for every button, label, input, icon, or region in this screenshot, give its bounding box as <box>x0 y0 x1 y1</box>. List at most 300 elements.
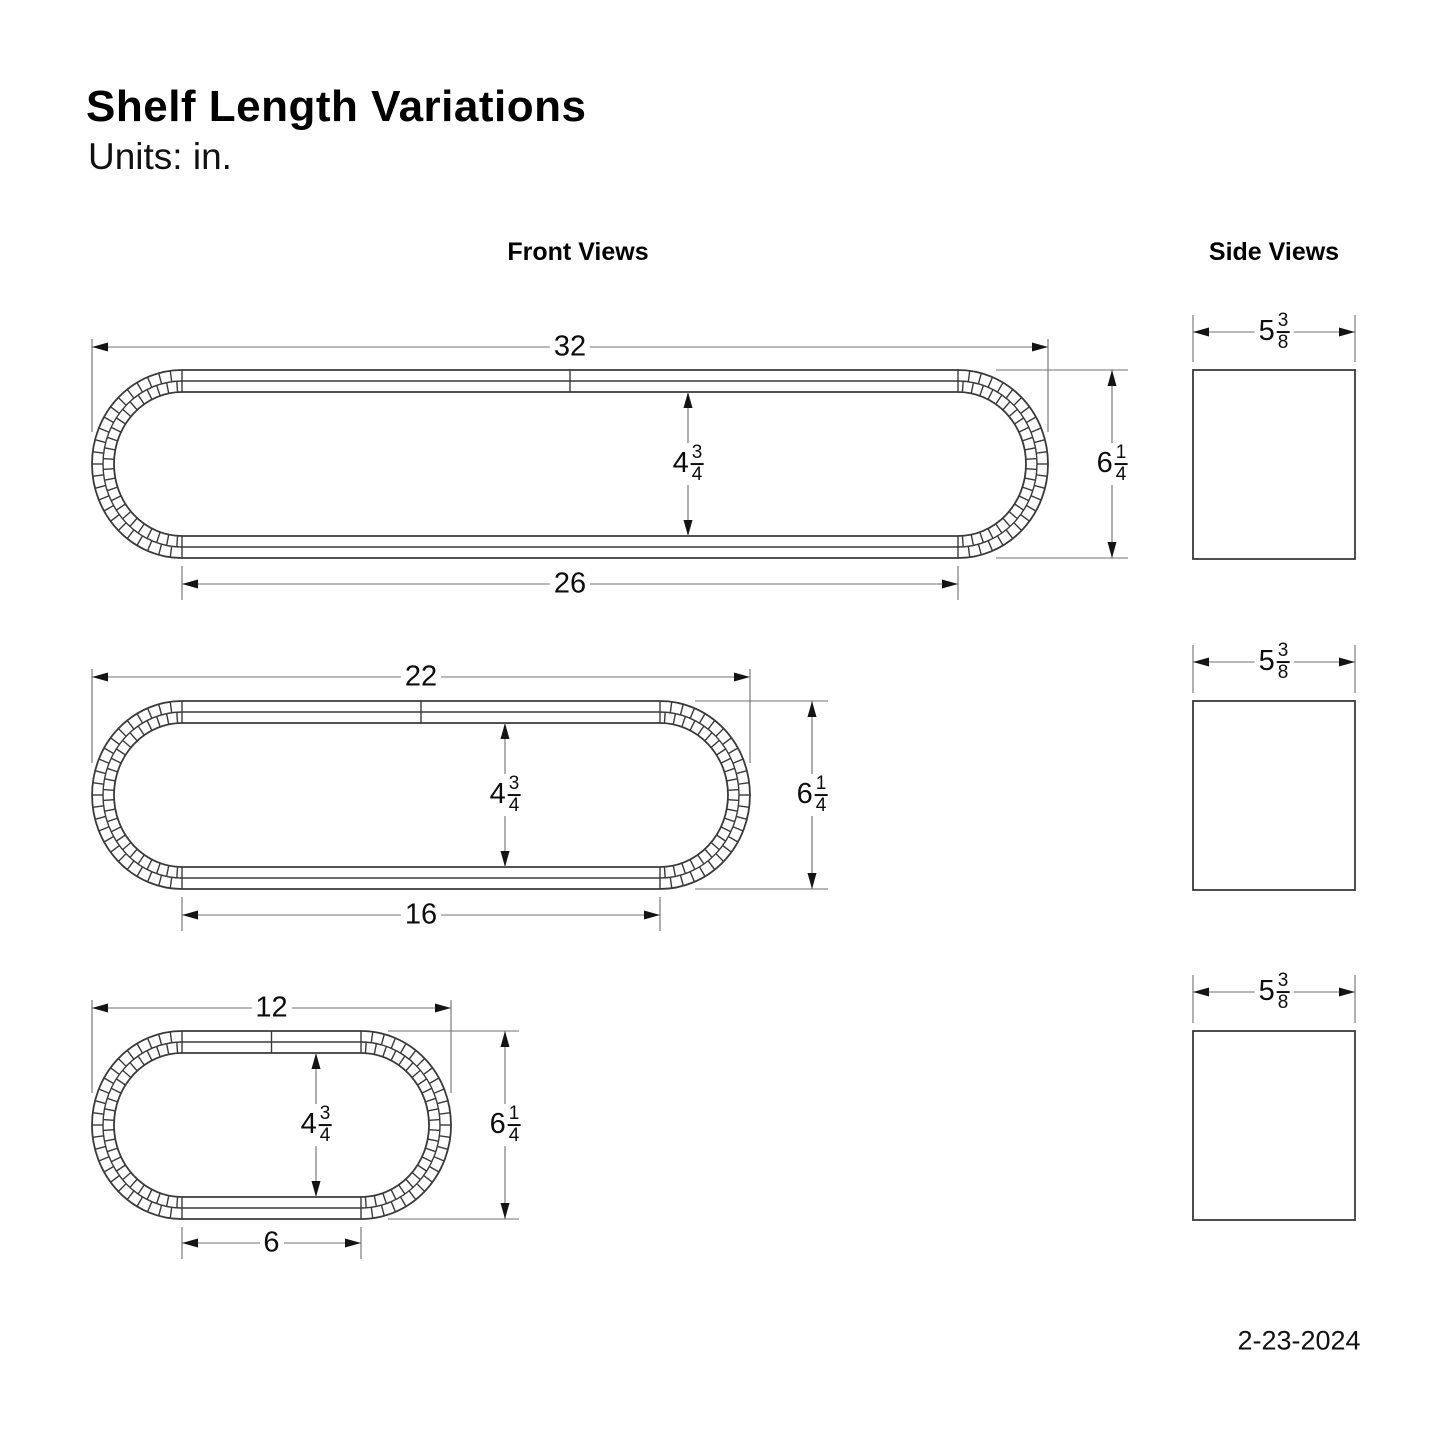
cap-tick-outer <box>148 1038 152 1048</box>
cap-tick-inner <box>130 849 137 857</box>
cap-tick-outer <box>733 827 743 831</box>
cap-tick-outer <box>170 546 171 557</box>
cap-tick-outer <box>733 759 743 763</box>
dim-inner-length-shelf-22: 16 <box>401 901 441 930</box>
cap-tick-inner <box>1009 409 1017 416</box>
cap-tick-outer <box>401 1197 407 1207</box>
cap-tick-outer <box>968 546 969 557</box>
cap-tick-outer <box>716 729 724 737</box>
cap-tick-outer <box>417 1059 425 1067</box>
dimension-arrowhead <box>345 1239 361 1248</box>
side-view-shelf-22 <box>1193 645 1355 890</box>
dim-inner-length-shelf-32: 26 <box>550 570 590 599</box>
cap-tick-inner <box>690 721 695 731</box>
dimension-arrowhead <box>92 1004 108 1013</box>
cap-tick-inner <box>103 459 114 460</box>
side-view-shelf-32 <box>1193 315 1355 559</box>
cap-tick-inner <box>157 532 161 542</box>
cap-tick-inner <box>391 1051 396 1061</box>
cap-tick-outer <box>371 1207 372 1218</box>
stadium-outer-edge <box>92 370 1048 558</box>
cap-tick-inner <box>157 716 161 726</box>
dimension-arrowhead <box>684 392 693 408</box>
cap-tick-outer <box>104 417 114 423</box>
dimension-arrowhead <box>684 520 693 536</box>
cap-tick-inner <box>391 1190 396 1200</box>
cap-tick-inner <box>107 1098 117 1102</box>
dim-overall-height-shelf-22: 6 $\frac{1}{4}$ <box>793 774 832 816</box>
cap-tick-outer <box>127 530 134 539</box>
cap-tick-outer <box>104 506 114 512</box>
side-views-header: Side Views <box>1208 238 1340 266</box>
cap-tick-outer <box>708 720 715 729</box>
cap-tick-outer <box>371 1032 372 1043</box>
dimension-arrowhead <box>1339 328 1355 337</box>
cap-tick-inner <box>971 383 973 394</box>
cap-tick-outer <box>401 1044 407 1054</box>
cap-tick-outer <box>104 1167 114 1173</box>
cap-tick-inner <box>727 809 738 811</box>
cap-tick-inner <box>177 536 178 547</box>
cap-tick-inner <box>374 1196 376 1207</box>
dim-side-width-shelf-12: 5 $\frac{3}{8}$ <box>1255 971 1294 1013</box>
cap-tick-outer <box>127 1050 134 1059</box>
cap-tick-outer <box>95 1146 106 1149</box>
cap-tick-outer <box>95 816 106 819</box>
cap-tick-inner <box>1026 469 1037 470</box>
cap-tick-outer <box>170 1032 171 1043</box>
cap-tick-outer <box>148 1202 152 1212</box>
cap-tick-outer <box>170 702 171 713</box>
cap-tick-inner <box>107 768 117 772</box>
dimension-arrowhead <box>182 1239 198 1248</box>
cap-tick-inner <box>1025 478 1036 480</box>
cap-tick-inner <box>103 800 114 801</box>
cap-tick-outer <box>137 867 143 877</box>
cap-tick-outer <box>439 1136 450 1137</box>
cap-tick-outer <box>723 738 732 745</box>
cap-tick-inner <box>1022 487 1032 491</box>
cap-tick-inner <box>157 385 161 395</box>
dimension-arrowhead <box>1032 343 1048 352</box>
cap-tick-inner <box>428 1109 439 1111</box>
dim-side-width-shelf-32: 5 $\frac{3}{8}$ <box>1255 311 1294 353</box>
cap-tick-inner <box>167 383 169 394</box>
cap-tick-inner <box>1026 459 1037 460</box>
cap-tick-inner <box>728 790 739 791</box>
cap-tick-inner <box>988 529 993 539</box>
cap-tick-inner <box>177 1197 178 1208</box>
cap-tick-inner <box>1022 437 1032 441</box>
cap-tick-inner <box>167 1196 169 1207</box>
dim-overall-length-shelf-12: 12 <box>251 994 291 1023</box>
cap-tick-outer <box>988 377 992 387</box>
cap-tick-outer <box>723 846 732 853</box>
cap-tick-outer <box>738 806 749 807</box>
cap-tick-inner <box>138 1056 144 1065</box>
cap-tick-inner <box>682 863 686 873</box>
cap-tick-inner <box>103 1120 114 1121</box>
cap-tick-outer <box>104 837 114 843</box>
dimension-arrowhead <box>182 911 198 920</box>
cap-tick-inner <box>1003 518 1010 526</box>
cap-tick-inner <box>105 1109 116 1111</box>
cap-tick-inner <box>177 381 178 392</box>
cap-tick-outer <box>434 1157 444 1161</box>
cap-tick-inner <box>116 749 125 755</box>
stadium-outer-edge <box>92 1031 451 1219</box>
front-view-shelf-22 <box>92 701 750 889</box>
cap-tick-outer <box>1021 515 1030 522</box>
cap-tick-outer <box>170 1207 171 1218</box>
front-views-header: Front Views <box>507 238 649 266</box>
cap-tick-outer <box>127 1191 134 1200</box>
cap-tick-outer <box>118 854 126 862</box>
cap-tick-outer <box>159 1205 162 1216</box>
cap-tick-inner <box>711 842 719 849</box>
cap-tick-outer <box>111 738 120 745</box>
cap-tick-outer <box>118 1184 126 1192</box>
side-view-shelf-12 <box>1193 975 1355 1220</box>
cap-tick-outer <box>137 714 143 724</box>
cap-tick-outer <box>998 383 1004 393</box>
cap-tick-outer <box>1036 475 1047 476</box>
cap-tick-inner <box>705 849 712 857</box>
cap-tick-inner <box>138 1185 144 1194</box>
dim-inner-height-shelf-12: 4 $\frac{3}{4}$ <box>297 1104 336 1146</box>
cap-tick-outer <box>127 861 134 870</box>
cap-tick-outer <box>137 536 143 546</box>
cap-tick-outer <box>111 846 120 853</box>
cap-tick-outer <box>170 371 171 382</box>
cap-tick-outer <box>1036 452 1047 453</box>
dimension-arrowhead <box>501 723 510 739</box>
cap-tick-inner <box>107 437 117 441</box>
cap-tick-inner <box>111 427 121 432</box>
cap-tick-outer <box>1031 428 1041 432</box>
cap-tick-outer <box>409 1191 416 1200</box>
cap-tick-outer <box>95 440 106 443</box>
dimension-arrowhead <box>942 580 958 589</box>
dim-inner-length-shelf-12: 6 <box>259 1229 283 1258</box>
cap-tick-inner <box>422 1088 432 1093</box>
cap-tick-outer <box>1006 530 1013 539</box>
cap-tick-inner <box>418 1165 427 1171</box>
cap-tick-outer <box>95 485 106 488</box>
stadium-inner-edge <box>114 723 728 867</box>
cap-tick-inner <box>988 390 993 400</box>
cap-tick-outer <box>118 1059 126 1067</box>
dim-side-width-shelf-22: 5 $\frac{3}{8}$ <box>1255 641 1294 683</box>
cap-tick-inner <box>1009 511 1017 518</box>
cap-tick-inner <box>167 714 169 725</box>
side-view-square <box>1193 1031 1355 1220</box>
cap-tick-inner <box>664 712 665 723</box>
dim-overall-height-shelf-32: 6 $\frac{1}{4}$ <box>1093 443 1132 485</box>
cap-tick-outer <box>137 383 143 393</box>
dimensions-shelf-22 <box>92 669 828 931</box>
page-title: Shelf Length Variations <box>86 82 587 131</box>
cap-tick-outer <box>137 1197 143 1207</box>
cap-tick-outer <box>1006 389 1013 398</box>
cap-tick-outer <box>148 708 152 718</box>
cap-tick-outer <box>104 748 114 754</box>
dimension-arrowhead <box>1193 328 1209 337</box>
cap-tick-inner <box>167 1044 169 1055</box>
cap-tick-inner <box>698 726 704 735</box>
cap-tick-inner <box>383 1193 387 1203</box>
cap-tick-inner <box>130 518 137 526</box>
cap-tick-outer <box>381 1034 384 1045</box>
cap-tick-inner <box>123 842 131 849</box>
cap-tick-outer <box>99 759 109 763</box>
cap-tick-inner <box>399 1185 405 1194</box>
cap-tick-inner <box>412 1172 420 1179</box>
cap-tick-outer <box>1014 523 1022 531</box>
cap-tick-outer <box>434 1089 444 1093</box>
cap-tick-inner <box>673 866 675 877</box>
cap-tick-inner <box>138 855 144 864</box>
cap-tick-inner <box>374 1044 376 1055</box>
cap-tick-inner <box>116 418 125 424</box>
cap-tick-inner <box>111 496 121 501</box>
cap-tick-outer <box>736 816 747 819</box>
cap-tick-inner <box>107 818 117 822</box>
cap-tick-inner <box>157 863 161 873</box>
cap-tick-inner <box>1019 496 1029 501</box>
dim-inner-height-shelf-32: 4 $\frac{3}{4}$ <box>669 443 708 485</box>
cap-tick-outer <box>409 1050 416 1059</box>
cap-tick-inner <box>698 855 704 864</box>
dimension-arrowhead <box>182 580 198 589</box>
cap-tick-inner <box>962 536 963 547</box>
cap-tick-outer <box>437 1146 448 1149</box>
cap-tick-inner <box>705 733 712 741</box>
cap-tick-inner <box>690 860 695 870</box>
cap-tick-outer <box>680 875 683 886</box>
cap-tick-inner <box>721 758 731 763</box>
cap-tick-inner <box>167 535 169 546</box>
cap-tick-outer <box>118 523 126 531</box>
cap-tick-inner <box>130 402 137 410</box>
cap-tick-inner <box>138 726 144 735</box>
cap-tick-inner <box>177 1042 178 1053</box>
side-view-square <box>1193 701 1355 890</box>
cap-tick-inner <box>682 716 686 726</box>
cap-tick-inner <box>157 1046 161 1056</box>
cap-tick-inner <box>103 1130 114 1131</box>
cap-tick-outer <box>391 1038 395 1048</box>
cap-tick-outer <box>978 544 981 555</box>
cap-tick-outer <box>736 771 747 774</box>
cap-tick-outer <box>99 1089 109 1093</box>
cap-tick-inner <box>123 1172 131 1179</box>
front-view-shelf-32 <box>92 370 1048 558</box>
cap-tick-outer <box>118 729 126 737</box>
cap-tick-inner <box>123 409 131 416</box>
cap-tick-inner <box>406 1063 413 1071</box>
cap-tick-outer <box>127 720 134 729</box>
dim-inner-height-shelf-22: 4 $\frac{3}{4}$ <box>486 774 525 816</box>
cap-tick-outer <box>439 1113 450 1114</box>
cap-tick-outer <box>99 496 109 500</box>
cap-tick-outer <box>95 1101 106 1104</box>
cap-tick-outer <box>170 877 171 888</box>
cap-tick-outer <box>93 783 104 784</box>
cap-tick-outer <box>1026 417 1036 423</box>
cap-tick-outer <box>429 1167 439 1173</box>
cap-tick-inner <box>1015 418 1024 424</box>
cap-tick-inner <box>147 1051 152 1061</box>
cap-tick-outer <box>716 854 724 862</box>
cap-tick-inner <box>177 867 178 878</box>
cap-tick-outer <box>111 1176 120 1183</box>
cap-tick-outer <box>148 377 152 387</box>
stadium-mid-line <box>103 381 1037 547</box>
cap-tick-outer <box>111 407 120 414</box>
cap-tick-inner <box>428 1139 439 1141</box>
cap-tick-outer <box>99 428 109 432</box>
cap-tick-outer <box>391 1202 395 1212</box>
cap-tick-outer <box>670 702 671 713</box>
cap-tick-outer <box>1034 485 1045 488</box>
dimension-arrowhead <box>808 701 817 717</box>
cap-tick-inner <box>429 1130 440 1131</box>
cap-tick-outer <box>93 806 104 807</box>
dimension-arrowhead <box>92 343 108 352</box>
cap-tick-inner <box>1019 427 1029 432</box>
dimension-arrowhead <box>644 911 660 920</box>
cap-tick-inner <box>107 1148 117 1152</box>
cap-tick-inner <box>103 469 114 470</box>
cap-tick-inner <box>365 1197 366 1208</box>
cap-tick-outer <box>148 541 152 551</box>
cap-tick-inner <box>425 1098 435 1102</box>
cap-tick-outer <box>381 1205 384 1216</box>
cap-tick-inner <box>383 1046 387 1056</box>
cap-tick-outer <box>93 1113 104 1114</box>
cap-tick-outer <box>111 515 120 522</box>
cap-tick-inner <box>664 867 665 878</box>
cap-tick-outer <box>708 861 715 870</box>
cap-tick-outer <box>95 771 106 774</box>
cap-tick-outer <box>118 398 126 406</box>
cap-tick-outer <box>670 877 671 888</box>
cap-tick-inner <box>138 395 144 404</box>
cap-tick-inner <box>107 487 117 491</box>
cap-tick-outer <box>429 1078 439 1084</box>
cap-tick-inner <box>111 758 121 763</box>
cap-tick-inner <box>116 504 125 510</box>
side-view-square <box>1193 370 1355 559</box>
cap-tick-inner <box>123 1070 131 1077</box>
cap-tick-outer <box>93 452 104 453</box>
cap-tick-outer <box>1021 407 1030 414</box>
cap-tick-outer <box>738 783 749 784</box>
cap-tick-inner <box>1015 504 1024 510</box>
stadium-mid-line <box>103 712 739 878</box>
cap-tick-inner <box>724 768 734 772</box>
dim-overall-length-shelf-32: 32 <box>550 333 590 362</box>
dim-overall-height-shelf-12: 6 $\frac{1}{4}$ <box>486 1104 525 1146</box>
dimension-arrowhead <box>1108 542 1117 558</box>
cap-tick-inner <box>116 835 125 841</box>
dimension-arrowhead <box>808 873 817 889</box>
cap-tick-inner <box>123 511 131 518</box>
cap-tick-inner <box>130 733 137 741</box>
dimension-arrowhead <box>1108 370 1117 386</box>
cap-tick-inner <box>429 1120 440 1121</box>
front-view-shelf-12 <box>92 1031 451 1219</box>
dimensions-shelf-32 <box>92 339 1128 600</box>
cap-tick-inner <box>711 740 719 747</box>
cap-tick-inner <box>412 1070 420 1077</box>
cap-tick-inner <box>399 1056 405 1065</box>
cap-tick-inner <box>105 1139 116 1141</box>
cap-tick-inner <box>980 385 984 395</box>
cap-tick-outer <box>437 1101 448 1104</box>
dimension-arrowhead <box>1193 658 1209 667</box>
cap-tick-inner <box>147 721 152 731</box>
dimension-arrowhead <box>501 851 510 867</box>
dimension-arrowhead <box>501 1031 510 1047</box>
dimension-arrowhead <box>435 1004 451 1013</box>
cap-tick-outer <box>111 1068 120 1075</box>
cap-tick-inner <box>727 779 738 781</box>
cap-tick-outer <box>137 1044 143 1054</box>
dimensions-shelf-12 <box>92 1000 519 1259</box>
cap-tick-outer <box>728 837 738 843</box>
stadium-inner-edge <box>114 392 1026 536</box>
dimension-arrowhead <box>734 673 750 682</box>
cap-tick-inner <box>996 524 1002 533</box>
cap-tick-inner <box>721 827 731 832</box>
cap-tick-outer <box>700 714 706 724</box>
dimension-arrowhead <box>312 1181 321 1197</box>
dimension-arrowhead <box>1339 658 1355 667</box>
dimension-arrowhead <box>312 1053 321 1069</box>
cap-tick-outer <box>159 373 162 384</box>
cap-tick-outer <box>127 389 134 398</box>
cap-tick-inner <box>996 395 1002 404</box>
cap-tick-inner <box>177 712 178 723</box>
cap-tick-inner <box>1003 402 1010 410</box>
cap-tick-inner <box>167 866 169 877</box>
cap-tick-outer <box>680 704 683 715</box>
cap-tick-outer <box>968 371 969 382</box>
cap-tick-inner <box>147 529 152 539</box>
cap-tick-outer <box>424 1176 433 1183</box>
cap-tick-inner <box>406 1179 413 1187</box>
cap-tick-inner <box>147 860 152 870</box>
cap-tick-inner <box>105 779 116 781</box>
cap-tick-outer <box>159 875 162 886</box>
cap-tick-outer <box>988 541 992 551</box>
cap-tick-outer <box>1034 440 1045 443</box>
units-label: Units: in. <box>88 136 232 177</box>
cap-tick-inner <box>418 1079 427 1085</box>
cap-tick-outer <box>99 827 109 831</box>
cap-tick-inner <box>422 1157 432 1162</box>
cap-tick-inner <box>157 1193 161 1203</box>
cap-tick-inner <box>130 1179 137 1187</box>
cap-tick-inner <box>962 381 963 392</box>
cap-tick-outer <box>417 1184 425 1192</box>
date-label: 2-23-2024 <box>1237 1325 1361 1356</box>
cap-tick-outer <box>728 748 738 754</box>
cap-tick-inner <box>717 749 726 755</box>
cap-tick-inner <box>425 1148 435 1152</box>
